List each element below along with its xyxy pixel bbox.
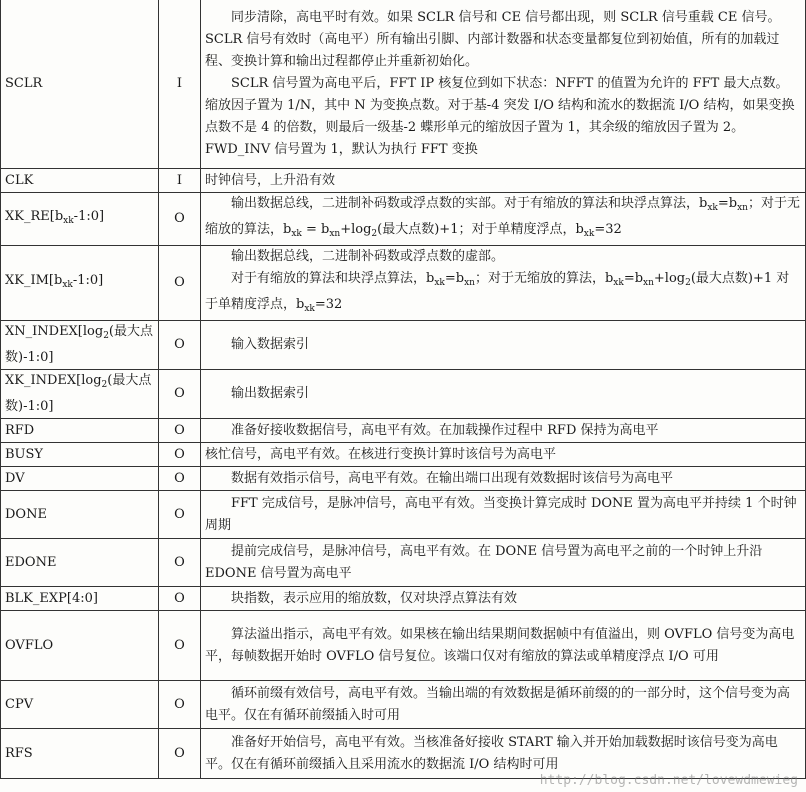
signal-direction: I (159, 0, 201, 169)
blog-watermark: http://blog.csdn.net/lovewdmewieg (539, 773, 798, 788)
signal-name: SCLR (1, 0, 159, 169)
description-paragraph: 核忙信号，高电平有效。在核进行变换计算时该信号为高电平 (205, 446, 557, 462)
description-paragraph: 提前完成信号，是脉冲信号，高电平有效。在 DONE 信号置为高电平之前的一个时钟上升沿 EDONE 信号置为高电平 (205, 543, 763, 581)
signal-description (201, 611, 806, 681)
signal-description (201, 419, 806, 443)
signal-direction: I (159, 169, 201, 193)
signal-description (201, 321, 806, 370)
table-row (1, 681, 806, 729)
description-paragraph: 输入数据索引 (231, 337, 310, 352)
description-paragraph: 准备好开始信号，高电平有效。当核准备好接收 START 输入并开始加载数据时该信号变为高电平。仅在有循环前缀插入且采用流水的数据流 I/O 结构时可用 (205, 734, 778, 772)
signal-direction: O (159, 370, 201, 419)
signal-description (201, 0, 806, 169)
description-paragraph: 算法溢出指示，高电平有效。如果核在输出结果期间数据帧中有值溢出，则 OVFLO 信号变为高电平，每帧数据开始时 OVFLO 信号复位。该端口仅对有缩放的算法或单精度浮点 I/O 可用 (205, 626, 795, 664)
signal-direction: O (159, 443, 201, 467)
table-row (1, 729, 806, 779)
signal-description (201, 370, 806, 419)
signal-name: CPV (1, 681, 159, 729)
table-row (1, 443, 806, 467)
table-row (1, 370, 806, 419)
description-paragraph: 同步清除，高电平时有效。如果 SCLR 信号和 CE 信号都出现，则 SCLR 信号重载 CE 信号。SCLR 信号有效时（高电平）所有输出引脚、内部计数器和状态变量都复位到初始值，所有的加载过程、变换计算和输出过程都停止并重新初始化。 (205, 9, 781, 69)
signal-direction: O (159, 611, 201, 681)
table-row (1, 419, 806, 443)
signal-description (201, 491, 806, 539)
signal-name: $XK\_IM[b_{xk}-1:0]$ (1, 246, 159, 321)
signal-description (201, 587, 806, 611)
signal-name: BUSY (1, 443, 159, 467)
description-paragraph: 输出数据索引 (231, 386, 310, 401)
signal-name: CLK (1, 169, 159, 193)
description-paragraph: 块指数，表示应用的缩放数，仅对块浮点算法有效 (231, 590, 518, 606)
signal-direction: O (159, 681, 201, 729)
table-row (1, 169, 806, 193)
signal-description (201, 729, 806, 779)
signal-direction: O (159, 193, 201, 246)
signal-description (201, 443, 806, 467)
description-paragraph: 时钟信号，上升沿有效 (205, 172, 336, 188)
signal-name: OVFLO (1, 611, 159, 681)
table-row (1, 321, 806, 370)
table-row (1, 246, 806, 321)
table-row (1, 611, 806, 681)
signal-name: $XK\_RE[b_{xk}-1:0]$ (1, 193, 159, 246)
table-row (1, 491, 806, 539)
signal-direction: O (159, 491, 201, 539)
signal-name: $XK\_INDEX[\log_2$(最大点数)-1:0] (1, 370, 159, 419)
description-paragraph: 准备好接收数据信号，高电平有效。在加载操作过程中 RFD 保持为高电平 (231, 422, 659, 438)
signal-name: BLK_EXP[4:0] (1, 587, 159, 611)
description-paragraph: 数据有效指示信号，高电平有效。在输出端口出现有效数据时该信号为高电平 (231, 470, 674, 486)
signal-direction: O (159, 729, 201, 779)
table-row (1, 0, 806, 169)
description-paragraph: 输出数据总线，二进制补码数或浮点数的实部。对于有缩放的算法和块浮点算法，$b_{xk}=b_{xn}$；对于无缩放的算法，$b_{xk} = b_{xn}+\log_2$(最大点数)+1；对于单精度浮点，$b_{xk}=32$ (205, 196, 800, 239)
signal-direction: O (159, 419, 201, 443)
table-row (1, 467, 806, 491)
signal-description (201, 169, 806, 193)
description-paragraph: FFT 完成信号，是脉冲信号，高电平有效。当变换计算完成时 DONE 置为高电平并持续 1 个时钟周期 (205, 495, 797, 533)
signal-description (201, 246, 806, 321)
signal-name: RFS (1, 729, 159, 779)
description-paragraph: 循环前缀有效信号，高电平有效。当输出端的有效数据是循环前缀的的一部分时，这个信号变为高电平。仅在有循环前缀插入时可用 (205, 685, 791, 723)
table-row (1, 193, 806, 246)
signal-description (201, 193, 806, 246)
signal-name: RFD (1, 419, 159, 443)
table-row (1, 587, 806, 611)
signal-direction: O (159, 539, 201, 587)
description-paragraph: 对于有缩放的算法和块浮点算法，$b_{xk}=b_{xn}$；对于无缩放的算法，$b_{xk}=b_{xn}+\log_2$(最大点数)+1 对于单精度浮点，$b_{xk}=32$ (205, 271, 790, 314)
description-paragraph: SCLR 信号置为高电平后，FFT IP 核复位到如下状态：NFFT 的值置为允许的 FFT 最大点数。缩放因子置为 1/N，其中 N 为变换点数。对于基-4 突发 I/O 结构和流水的数据流 I/O 结构，如果变换点数不是 4 的倍数，则最后一级基-2 蝶形单元的缩放因子置为 1，其余级的缩放因子置为 2。FWD_INV 信号置为 1，默认为执行 FFT 变换 (205, 75, 795, 157)
signal-direction: O (159, 587, 201, 611)
signal-direction: O (159, 467, 201, 491)
signal-name: $XN\_INDEX[\log_2$(最大点数)-1:0] (1, 321, 159, 370)
signal-description (201, 467, 806, 491)
signal-name: DV (1, 467, 159, 491)
signal-name: DONE (1, 491, 159, 539)
table-row (1, 539, 806, 587)
description-paragraph: 输出数据总线，二进制补码数或浮点数的虚部。 (231, 249, 505, 264)
signal-description (201, 539, 806, 587)
signal-name: EDONE (1, 539, 159, 587)
signal-direction: O (159, 321, 201, 370)
signal-description (201, 681, 806, 729)
signal-direction: O (159, 246, 201, 321)
